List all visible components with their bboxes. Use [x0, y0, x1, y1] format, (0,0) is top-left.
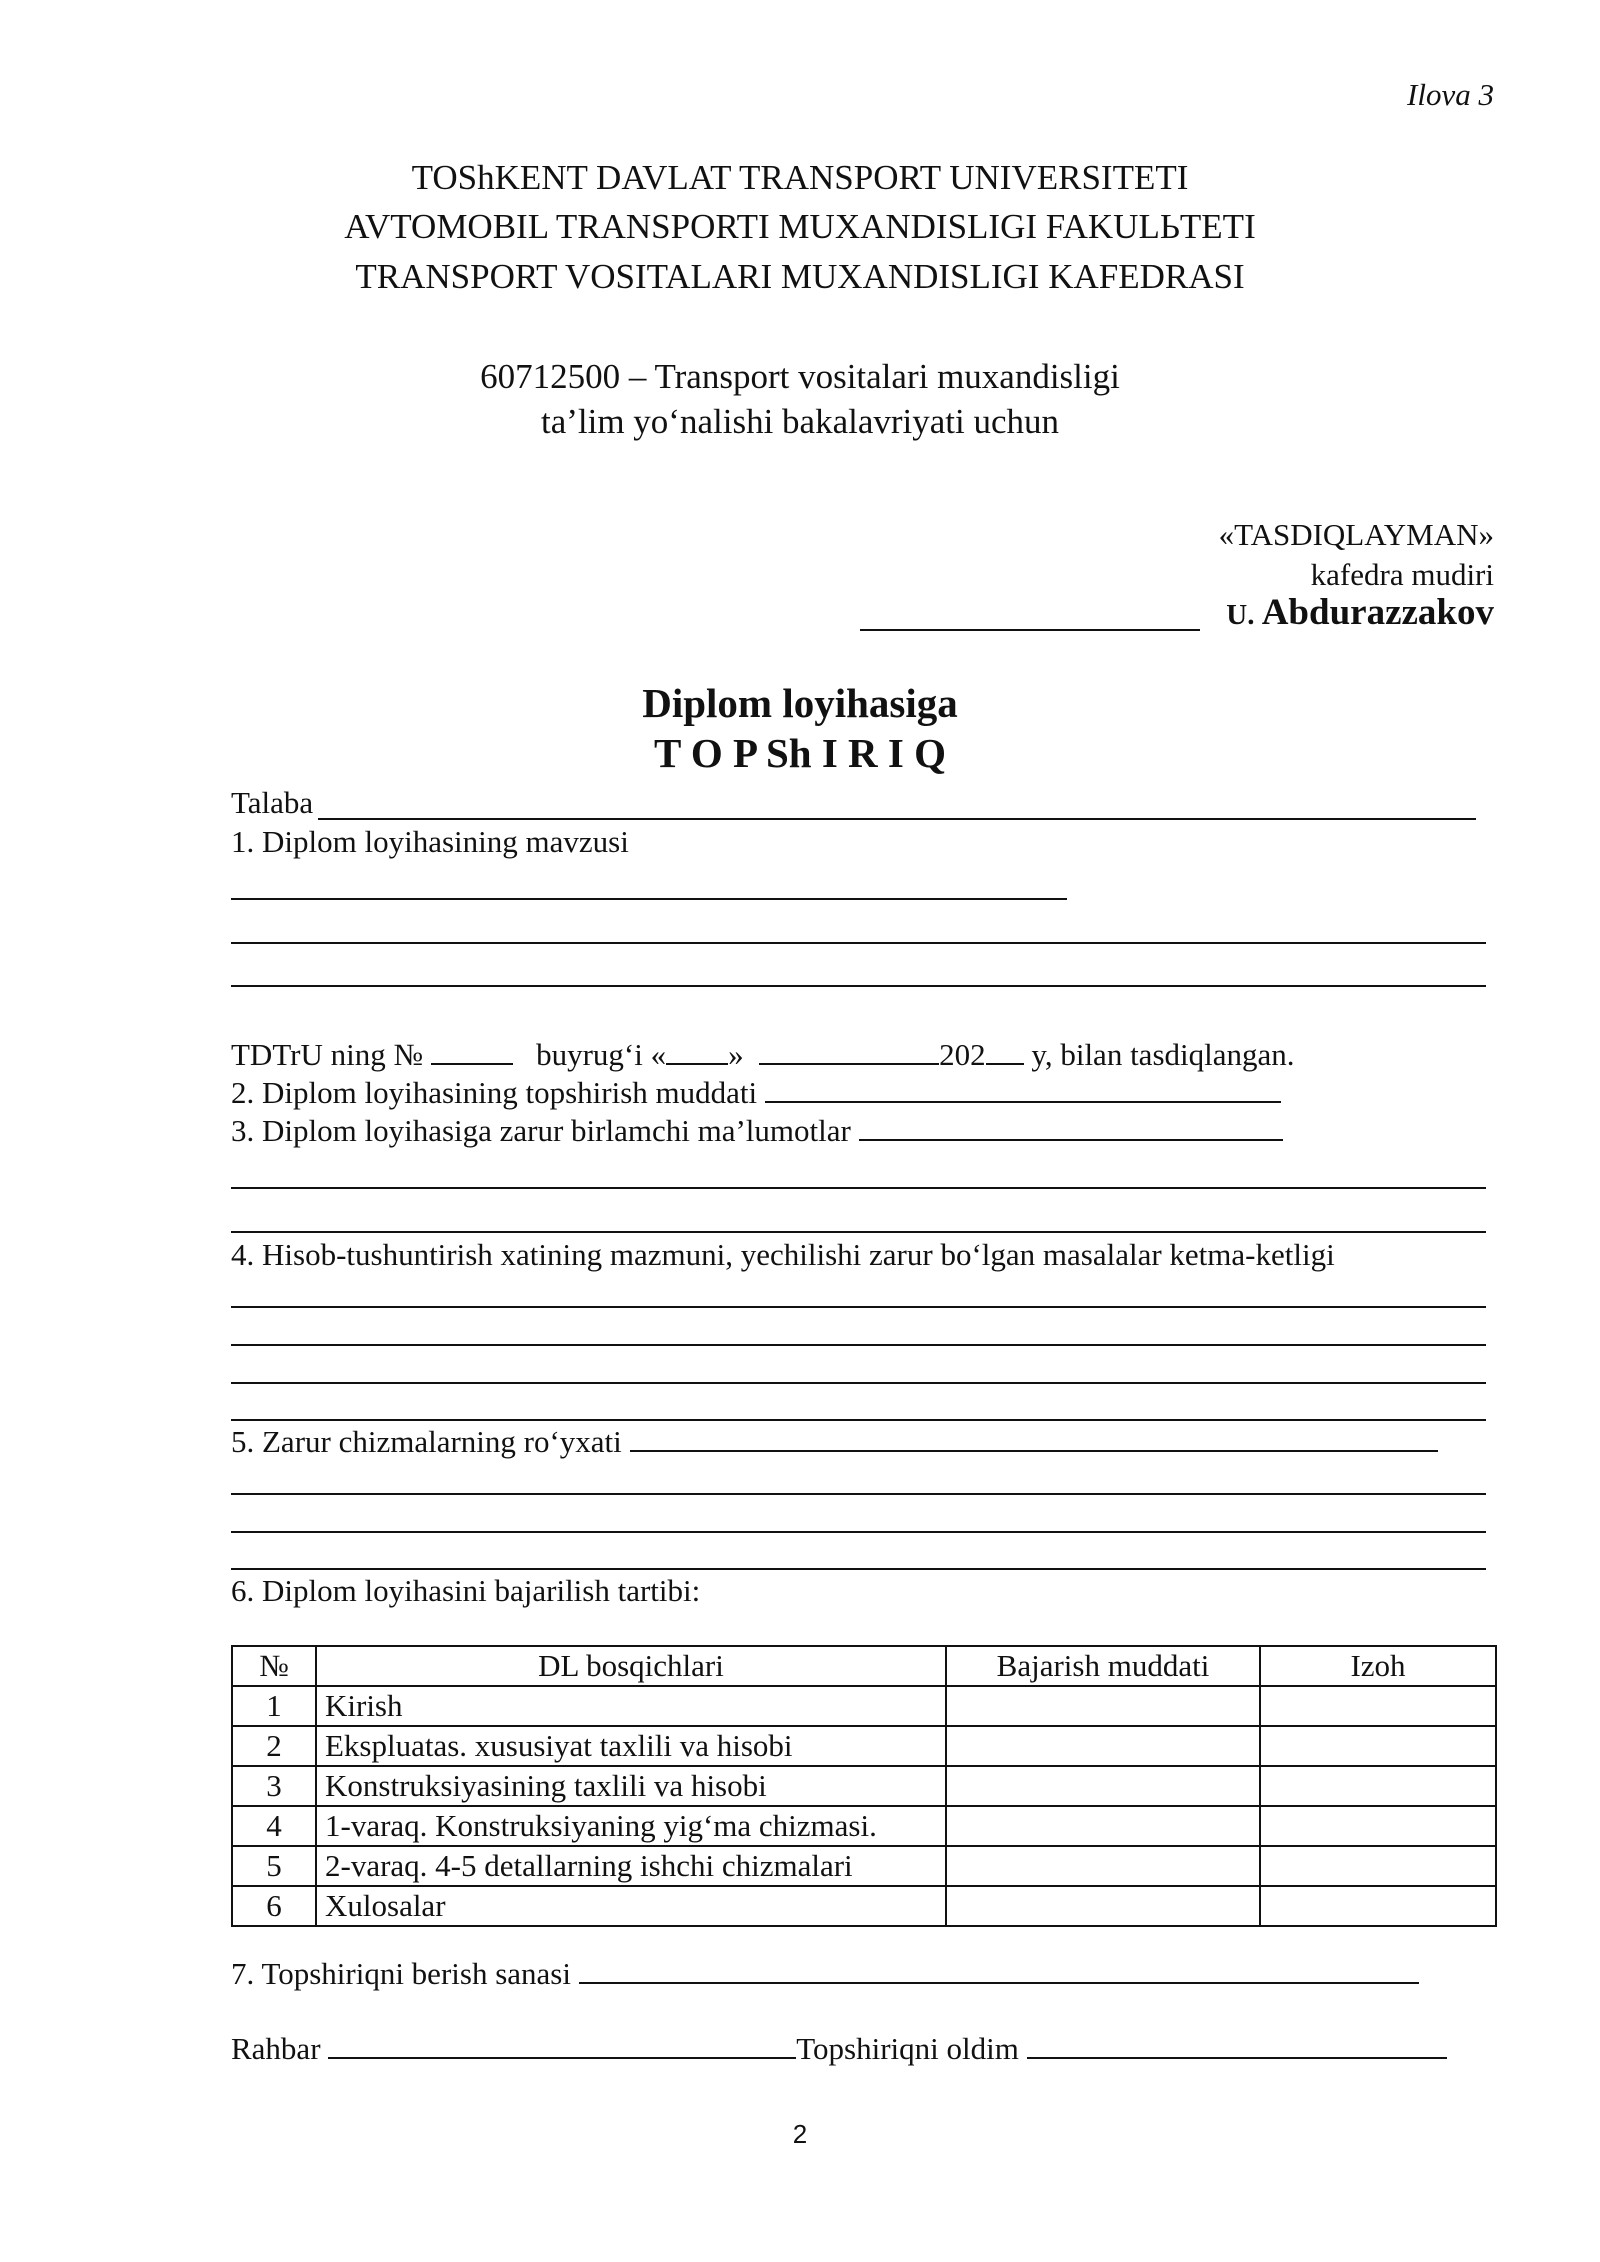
supervisor-label: Rahbar	[231, 2031, 321, 2066]
row-deadline-cell[interactable]	[946, 1806, 1260, 1846]
row-number: 5	[232, 1846, 316, 1886]
row-number: 4	[232, 1806, 316, 1846]
row-number: 2	[232, 1726, 316, 1766]
item-7-issue-date: 7. Topshiriqni berish sanasi	[231, 1956, 571, 1991]
header-note: Izoh	[1260, 1646, 1496, 1686]
item-1-topic: 1. Diplom loyihasining mavzusi	[231, 824, 629, 859]
document-subtitle: T O P Sh I R I Q	[653, 730, 947, 776]
row-note-cell[interactable]	[1260, 1686, 1496, 1726]
row-deadline-cell[interactable]	[946, 1846, 1260, 1886]
table-row	[232, 1806, 1496, 1846]
row-number: 1	[232, 1686, 316, 1726]
order-year: 202	[939, 1037, 986, 1072]
signatory-initial: U.	[1226, 599, 1255, 631]
program-line-1: 60712500 – Transport vositalari muxandisligi	[480, 357, 1120, 396]
faculty-name: AVTOMOBIL TRANSPORTI MUXANDISLIGI FAKULЬTETI	[344, 207, 1256, 246]
order-quote-close: »	[728, 1037, 744, 1072]
page-number: 2	[792, 2119, 808, 2149]
row-stage: Xulosalar	[316, 1886, 946, 1926]
row-note-cell[interactable]	[1260, 1846, 1496, 1886]
order-mid: buyrug‘i «	[536, 1037, 667, 1072]
row-stage: Kirish	[316, 1686, 946, 1726]
approval-role: kafedra mudiri	[1310, 557, 1494, 592]
item-3-row	[231, 1112, 1283, 1150]
row-note-cell[interactable]	[1260, 1726, 1496, 1766]
table-row	[232, 1886, 1496, 1926]
order-year-field[interactable]	[986, 1037, 1024, 1065]
drawings-line-3[interactable]	[231, 1568, 1486, 1570]
topic-field-line-1[interactable]	[231, 898, 1067, 900]
row-stage: 2-varaq. 4-5 detallarning ishchi chizmalari	[316, 1846, 946, 1886]
contents-line-3[interactable]	[231, 1382, 1486, 1384]
topic-field-line-3[interactable]	[231, 985, 1486, 987]
row-note-cell[interactable]	[1260, 1806, 1496, 1846]
header-number: №	[232, 1646, 316, 1686]
contents-line-1[interactable]	[231, 1306, 1486, 1308]
initial-data-line-1[interactable]	[231, 1187, 1486, 1189]
table-row	[232, 1726, 1496, 1766]
order-prefix: TDTrU ning №	[231, 1037, 424, 1072]
row-stage: Konstruksiyasining taxlili va hisobi	[316, 1766, 946, 1806]
topic-field-line-2[interactable]	[231, 942, 1486, 944]
received-label: Topshiriqni oldim	[796, 2031, 1019, 2066]
department-name: TRANSPORT VOSITALARI MUXANDISLIGI KAFEDRASI	[355, 257, 1245, 296]
initial-data-line-2[interactable]	[231, 1231, 1486, 1233]
annex-label: Ilova 3	[1407, 77, 1494, 112]
issue-date-field[interactable]	[579, 1956, 1419, 1984]
order-number-field[interactable]	[431, 1037, 513, 1065]
signatory-name: Abdurazzakov	[1261, 592, 1494, 633]
approval-signature-line	[860, 629, 1200, 631]
row-deadline-cell[interactable]	[946, 1886, 1260, 1926]
item-6-schedule: 6. Diplom loyihasini bajarilish tartibi:	[231, 1573, 701, 1608]
drawings-field[interactable]	[630, 1424, 1438, 1452]
approval-signatory	[1226, 590, 1494, 638]
item-4-contents: 4. Hisob-tushuntirish xatining mazmuni, yechilishi zarur bo‘lgan masalalar ketma-ketligi	[231, 1237, 1335, 1272]
item-2-row	[231, 1074, 1281, 1112]
row-note-cell[interactable]	[1260, 1766, 1496, 1806]
row-note-cell[interactable]	[1260, 1886, 1496, 1926]
row-number: 6	[232, 1886, 316, 1926]
student-field[interactable]	[318, 818, 1476, 820]
program-line-2: ta’lim yo‘nalishi bakalavriyati uchun	[540, 402, 1060, 441]
row-stage: Ekspluatas. xususiyat taxlili va hisobi	[316, 1726, 946, 1766]
item-2-deadline: 2. Diplom loyihasining topshirish muddati	[231, 1075, 758, 1110]
approval-label: «TASDIQLAYMAN»	[1218, 517, 1494, 552]
drawings-line-2[interactable]	[231, 1531, 1486, 1533]
header-stages: DL bosqichlari	[316, 1646, 946, 1686]
student-label: Talaba	[231, 785, 314, 820]
row-deadline-cell[interactable]	[946, 1686, 1260, 1726]
item-7-row	[231, 1955, 1419, 1993]
order-day-field[interactable]	[666, 1037, 728, 1065]
schedule-table	[231, 1645, 1497, 1927]
supervisor-signature-field[interactable]	[328, 2031, 796, 2059]
table-header-row	[232, 1646, 1496, 1686]
table-row	[232, 1846, 1496, 1886]
row-deadline-cell[interactable]	[946, 1726, 1260, 1766]
contents-line-4[interactable]	[231, 1419, 1486, 1421]
deadline-field[interactable]	[765, 1075, 1281, 1103]
order-month-field[interactable]	[759, 1037, 939, 1065]
received-signature-field[interactable]	[1027, 2031, 1447, 2059]
signature-row	[231, 2030, 1447, 2068]
item-5-row	[231, 1423, 1438, 1461]
order-suffix: y, bilan tasdiqlangan.	[1031, 1037, 1295, 1072]
row-number: 3	[232, 1766, 316, 1806]
table-row	[232, 1766, 1496, 1806]
initial-data-field[interactable]	[859, 1113, 1283, 1141]
header-deadline: Bajarish muddati	[946, 1646, 1260, 1686]
university-name: TOShKENT DAVLAT TRANSPORT UNIVERSITETI	[411, 158, 1189, 197]
document-title: Diplom loyihasiga	[642, 680, 958, 726]
order-line	[231, 1036, 1295, 1074]
row-stage: 1-varaq. Konstruksiyaning yig‘ma chizmasi.	[316, 1806, 946, 1846]
table-row	[232, 1686, 1496, 1726]
drawings-line-1[interactable]	[231, 1493, 1486, 1495]
contents-line-2[interactable]	[231, 1344, 1486, 1346]
row-deadline-cell[interactable]	[946, 1766, 1260, 1806]
item-5-drawings: 5. Zarur chizmalarning ro‘yxati	[231, 1424, 622, 1459]
item-3-initial-data: 3. Diplom loyihasiga zarur birlamchi ma’lumotlar	[231, 1113, 851, 1148]
